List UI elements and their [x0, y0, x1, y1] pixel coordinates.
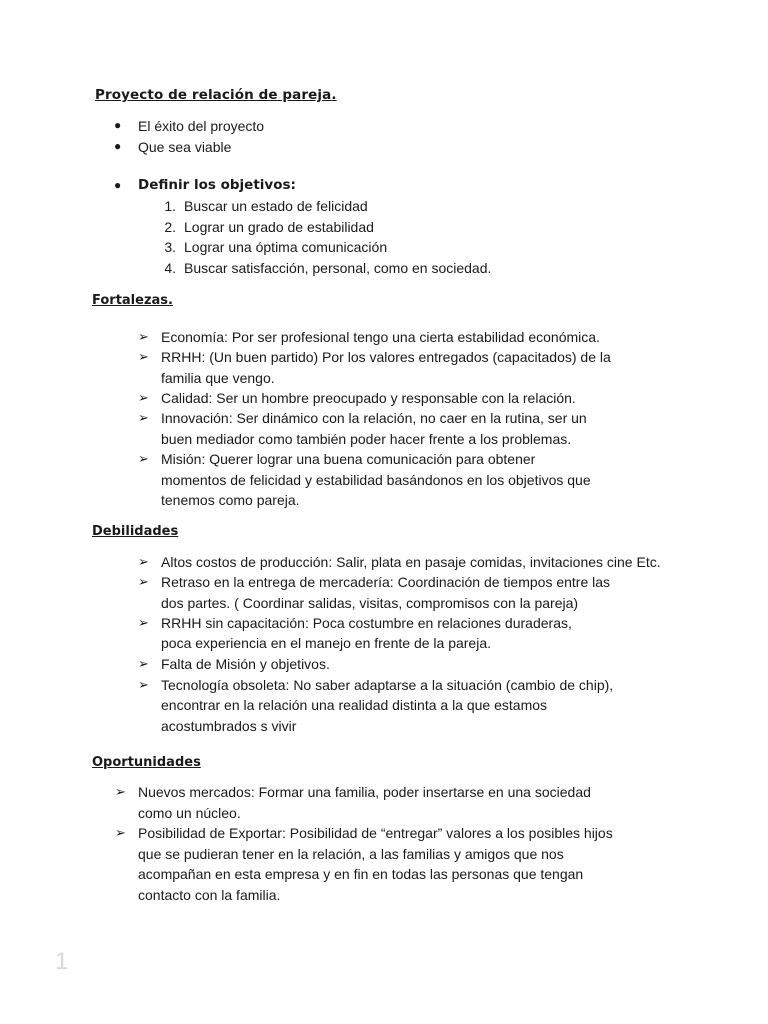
- list-number: 1.: [164, 198, 176, 214]
- document-title: Proyecto de relación de pareja.: [95, 87, 337, 103]
- arrow-bullet-icon: ➢: [138, 554, 149, 569]
- section-heading-fortalezas: Fortalezas.: [92, 293, 173, 308]
- page-number: 1: [55, 948, 69, 975]
- list-number: 2.: [164, 219, 176, 235]
- objective-item: Buscar un estado de felicidad: [184, 198, 368, 214]
- list-item: RRHH sin capacitación: Poca costumbre en relaciones duraderas,: [161, 615, 572, 631]
- list-number: 3.: [164, 239, 176, 255]
- list-item: Innovación: Ser dinámico con la relación, no caer en la rutina, ser un: [161, 410, 587, 426]
- arrow-bullet-icon: ➢: [138, 677, 149, 692]
- list-item: El éxito del proyecto: [138, 118, 265, 134]
- bullet-dot: ●: [114, 178, 122, 192]
- list-item: Que sea viable: [138, 139, 232, 155]
- list-item: Altos costos de producción: Salir, plata en pasaje comidas, invitaciones cine Etc.: [161, 554, 661, 570]
- list-item-continuation: como un núcleo.: [138, 805, 241, 821]
- section-heading-oportunidades: Oportunidades: [92, 755, 201, 770]
- list-item: Posibilidad de Exportar: Posibilidad de “entregar” valores a los posibles hijos: [138, 825, 613, 841]
- list-item-continuation: que se pudieran tener en la relación, a las familias y amigos que nos: [138, 846, 564, 862]
- arrow-bullet-icon: ➢: [138, 390, 149, 405]
- list-item: Calidad: Ser un hombre preocupado y responsable con la relación.: [161, 390, 576, 406]
- arrow-bullet-icon: ➢: [115, 825, 126, 840]
- list-item-continuation: familia que vengo.: [161, 370, 275, 386]
- list-item: Retraso en la entrega de mercadería: Coordinación de tiempos entre las: [161, 574, 611, 590]
- list-item-continuation: acompañan en esta empresa y en fin en todas las personas que tengan: [138, 866, 584, 882]
- section-heading-debilidades: Debilidades: [92, 524, 179, 539]
- list-item-continuation: dos partes. ( Coordinar salidas, visitas, compromisos con la pareja): [161, 595, 579, 611]
- objective-item: Lograr un grado de estabilidad: [184, 219, 374, 235]
- objectives-label: Definir los objetivos:: [138, 177, 296, 193]
- objective-item: Buscar satisfacción, personal, como en sociedad.: [184, 260, 492, 276]
- list-item-continuation: acostumbrados s vivir: [161, 718, 297, 734]
- list-item-continuation: poca experiencia en el manejo en frente de la pareja.: [161, 635, 491, 651]
- list-item: Nuevos mercados: Formar una familia, poder insertarse en una sociedad: [138, 784, 591, 800]
- list-item: Misión: Querer lograr una buena comunicación para obtener: [161, 451, 536, 467]
- arrow-bullet-icon: ➢: [138, 349, 149, 364]
- list-item-continuation: buen mediador como también poder hacer frente a los problemas.: [161, 431, 572, 447]
- list-item: Tecnología obsoleta: No saber adaptarse a la situación (cambio de chip),: [161, 677, 614, 693]
- arrow-bullet-icon: ➢: [138, 615, 149, 630]
- list-item-continuation: encontrar en la relación una realidad distinta a la que estamos: [161, 697, 548, 713]
- arrow-bullet-icon: ➢: [138, 574, 149, 589]
- list-item-continuation: contacto con la familia.: [138, 887, 281, 903]
- arrow-bullet-icon: ➢: [138, 656, 149, 671]
- arrow-bullet-icon: ➢: [115, 784, 126, 799]
- arrow-bullet-icon: ➢: [138, 410, 149, 425]
- list-item: Economía: Por ser profesional tengo una cierta estabilidad económica.: [161, 329, 600, 345]
- bullet-dot: ●: [114, 139, 122, 153]
- arrow-bullet-icon: ➢: [138, 329, 149, 344]
- list-item-continuation: tenemos como pareja.: [161, 492, 300, 508]
- objective-item: Lograr una óptima comunicación: [184, 239, 388, 255]
- list-item: RRHH: (Un buen partido) Por los valores entregados (capacitados) de la: [161, 349, 611, 365]
- list-number: 4.: [164, 260, 176, 276]
- list-item-continuation: momentos de felicidad y estabilidad basándonos en los objetivos que: [161, 472, 591, 488]
- list-item: Falta de Misión y objetivos.: [161, 656, 330, 672]
- bullet-dot: ●: [114, 118, 122, 132]
- arrow-bullet-icon: ➢: [138, 451, 149, 466]
